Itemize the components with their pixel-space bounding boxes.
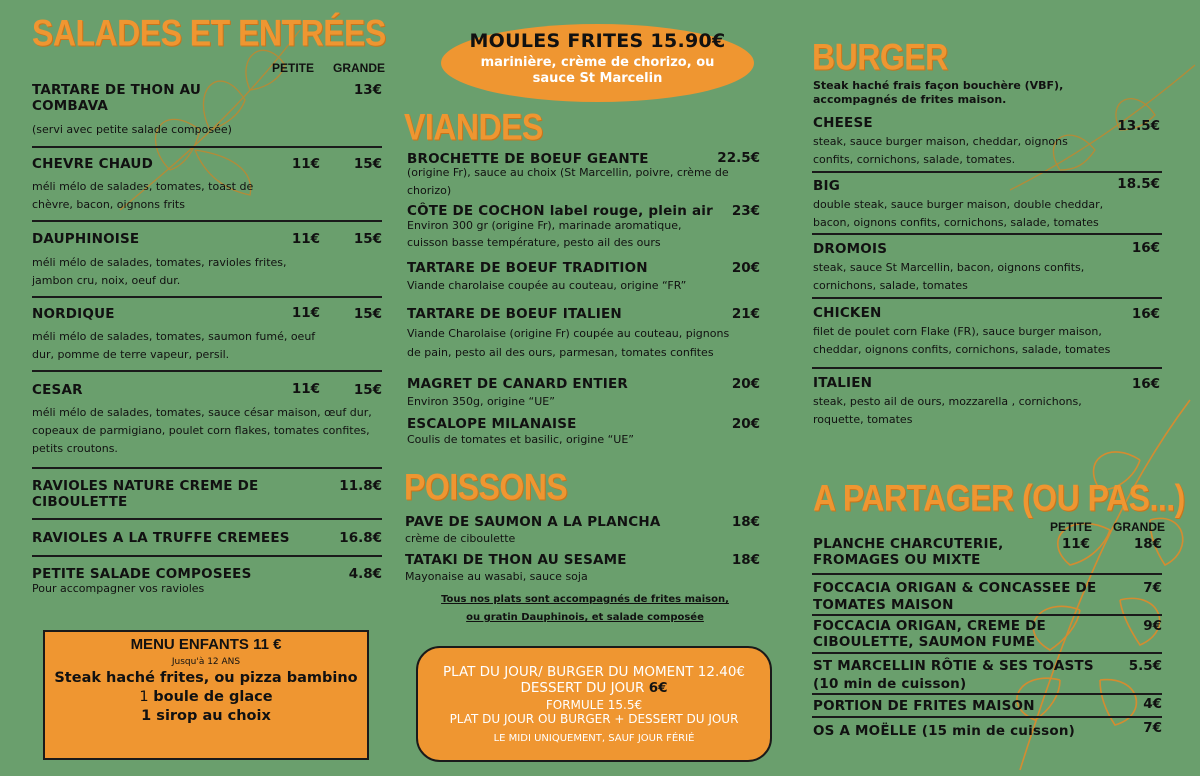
menu-item-name: CESAR (32, 382, 83, 398)
divider (812, 716, 1162, 718)
menu-item-desc: bacon, oignons confits, cornichons, salade, tomates (813, 216, 1099, 229)
menu-item-desc: roquette, tomates (813, 413, 913, 426)
moules-sub1: marinière, crème de chorizo, ou (480, 55, 715, 70)
poissons-title: POISSONS (404, 466, 568, 508)
menu-item-desc: (servi avec petite salade composée) (32, 123, 232, 136)
menu-item-price: 13.5€ (1117, 118, 1160, 134)
menu-item-name: TOMATES MAISON (813, 597, 954, 613)
menu-item-price: 13€ (353, 82, 382, 98)
col-petite: PETITE (1050, 520, 1093, 534)
menu-item-name: DAUPHINOISE (32, 231, 140, 247)
plat-du-jour-line4: PLAT DU JOUR OU BURGER + DESSERT DU JOUR (449, 712, 739, 726)
menu-item-name: TARTARE DE BOEUF TRADITION (407, 260, 648, 276)
menu-item-desc: filet de poulet corn Flake (FR), sauce burger maison, (813, 325, 1102, 338)
moules-sub2: sauce St Marcelin (532, 71, 663, 86)
menu-item-desc: Mayonaise au wasabi, sauce soja (405, 570, 588, 583)
menu-item-desc: confits, cornichons, salade, tomates. (813, 153, 1016, 166)
menu-item-name: MAGRET DE CANARD ENTIER (407, 376, 628, 392)
menu-item-price: 15€ (353, 231, 382, 247)
menu-item-name: PAVE DE SAUMON A LA PLANCHA (405, 514, 661, 530)
divider (812, 652, 1162, 654)
menu-item-price: 11.8€ (339, 478, 382, 494)
menu-item-name: FOCCACIA ORIGAN & CONCASSEE DE (813, 580, 1097, 596)
menu-item-desc: steak, pesto ail de ours, mozzarella , cornichons, (813, 395, 1082, 408)
menu-item-price: 18€ (1133, 536, 1162, 552)
menu-item-desc: cornichons, salade, tomates (813, 279, 968, 292)
menu-enfants-line2-text: boule de glace (153, 689, 273, 705)
partager-title: A PARTAGER (OU PAS...) (813, 477, 1185, 519)
menu-item-desc: crème de ciboulette (405, 532, 516, 545)
menu-item-name: PETITE SALADE COMPOSEES (32, 566, 252, 582)
menu-item-name: FOCCACIA ORIGAN, CREME DE (813, 618, 1046, 634)
menu-enfants-line2-num: 1 (139, 689, 154, 705)
menu-item-price: 4€ (1143, 696, 1162, 712)
menu-item-price: 5.5€ (1128, 658, 1162, 674)
col-grande: GRANDE (333, 61, 386, 75)
plat-du-jour-line2 (418, 680, 770, 696)
divider (32, 370, 382, 372)
menu-item-name: (10 min de cuisson) (813, 676, 967, 692)
menu-item-name: CÔTE DE COCHON label rouge, plein air (407, 203, 713, 219)
menu-item-desc: cuisson basse température, pesto ail des ours (407, 236, 661, 249)
menu-item-price-small: 11€ (291, 381, 320, 397)
menu-item-name: PORTION DE FRITES MAISON (813, 698, 1035, 714)
divider (812, 233, 1162, 235)
menu-item-name: FROMAGES OU MIXTE (813, 552, 981, 568)
menu-item-price: 18€ (731, 514, 760, 530)
divider (812, 614, 1162, 616)
plat-du-jour-box (416, 646, 772, 762)
menu-item-price: 20€ (731, 376, 760, 392)
menu-item-desc: (origine Fr), sauce au choix (St Marcellin, poivre, crème de (407, 166, 729, 179)
divider (32, 467, 382, 469)
divider (32, 555, 382, 557)
menu-item-price: 22.5€ (717, 150, 760, 166)
salades-title: SALADES ET ENTRÉES (32, 12, 386, 54)
menu-enfants-box (43, 630, 369, 760)
menu-item-desc: Pour accompagner vos ravioles (32, 582, 205, 595)
menu-item-desc: chorizo) (407, 184, 452, 197)
menu-item-price-small: 11€ (291, 231, 320, 247)
menu-item-name: PLANCHE CHARCUTERIE, (813, 536, 1004, 552)
menu-item-desc: Environ 350g, origine “UE” (407, 395, 555, 408)
menu-item-name: CHEESE (813, 115, 873, 131)
menu-item-desc: Environ 300 gr (origine Fr), marinade aromatique, (407, 219, 682, 232)
menu-enfants-line2 (45, 689, 367, 705)
menu-enfants-line3: 1 sirop au choix (141, 708, 271, 724)
divider (32, 146, 382, 148)
col-petite: PETITE (272, 61, 315, 75)
menu-item-price: 7€ (1143, 720, 1162, 736)
moules-banner (441, 24, 754, 102)
menu-item-name: ST MARCELLIN RÔTIE & SES TOASTS (813, 658, 1094, 674)
menu-item-desc: steak, sauce St Marcellin, bacon, oignons confits, (813, 261, 1085, 274)
menu-item-name: RAVIOLES A LA TRUFFE CREMEES (32, 530, 290, 546)
menu-enfants-age: Jusqu'à 12 ANS (171, 657, 241, 667)
menu-item-name: CHEVRE CHAUD (32, 156, 153, 172)
menu-item-name: BIG (813, 178, 840, 194)
dessert-du-jour-price: 6€ (648, 680, 668, 696)
moules-title: MOULES FRITES 15.90€ (469, 30, 726, 52)
col-grande: GRANDE (1113, 520, 1166, 534)
menu-item-name: TATAKI DE THON AU SESAME (405, 552, 627, 568)
dessert-du-jour-text: DESSERT DU JOUR (520, 680, 649, 696)
menu-item-price: 15€ (353, 382, 382, 398)
burger-intro-2: accompagnés de frites maison. (813, 93, 1007, 106)
divider (32, 518, 382, 520)
menu-item-name: OS A MOËLLE (15 min de cuisson) (813, 723, 1076, 739)
menu-item-desc: Viande charolaise coupée au couteau, origine “FR” (407, 279, 687, 292)
accompaniment-note-1: Tous nos plats sont accompagnés de frites maison, (441, 594, 729, 605)
menu-item-desc: cheddar, oignons confits, cornichons, salade, tomates (813, 343, 1111, 356)
menu-item-price: 23€ (731, 203, 760, 219)
divider (32, 296, 382, 298)
menu-item-name: CHICKEN (813, 305, 882, 321)
menu-item-price: 20€ (731, 416, 760, 432)
menu-item-price: 18€ (731, 552, 760, 568)
menu-item-price: 15€ (353, 156, 382, 172)
menu-item-desc: méli mélo de salades, tomates, ravioles frites, jambon cru, noix, oeuf dur. (32, 256, 287, 287)
plat-du-jour-line5: LE MIDI UNIQUEMENT, SAUF JOUR FÉRIÉ (493, 733, 695, 744)
menu-enfants-line1: Steak haché frites, ou pizza bambino (54, 670, 358, 686)
plat-du-jour-line3: FORMULE 15.5€ (545, 698, 643, 712)
divider (812, 297, 1162, 299)
menu-item-desc: de pain, pesto ail des ours, parmesan, tomates confites (407, 346, 714, 359)
menu-item-price: 16€ (1131, 306, 1160, 322)
accompaniment-note-2: ou gratin Dauphinois, et salade composée (466, 612, 704, 623)
menu-item-price: 16€ (1131, 240, 1160, 256)
menu-item-price: 7€ (1143, 580, 1162, 596)
menu-item-price-small: 11€ (291, 305, 320, 321)
menu-item-price: 20€ (731, 260, 760, 276)
menu-item-price: 16.8€ (339, 530, 382, 546)
menu-item-desc: méli mélo de salades, tomates, saumon fumé, oeuf dur, pomme de terre vapeur, persil. (32, 330, 316, 361)
burger-title: BURGER (812, 36, 948, 78)
menu-item-name: DROMOIS (813, 241, 888, 257)
menu-item-name: ESCALOPE MILANAISE (407, 416, 577, 432)
menu-item-desc: double steak, sauce burger maison, double cheddar, (813, 198, 1104, 211)
menu-item-name: RAVIOLES NATURE CREME DE CIBOULETTE (32, 478, 259, 510)
menu-item-name: TARTARE DE THON AU COMBAVA (32, 82, 202, 114)
menu-item-price-small: 11€ (1061, 536, 1090, 552)
menu-item-name: BROCHETTE DE BOEUF GEANTE (407, 151, 649, 167)
menu-item-price: 4.8€ (348, 566, 382, 582)
menu-item-desc: méli mélo de salades, tomates, toast de chèvre, bacon, oignons frits (32, 180, 254, 211)
divider (812, 693, 1162, 695)
menu-item-desc: Viande Charolaise (origine Fr) coupée au couteau, pignons (407, 327, 730, 340)
menu-enfants-title: MENU ENFANTS 11 € (130, 636, 282, 653)
menu-item-desc: Coulis de tomates et basilic, origine “UE” (407, 433, 634, 446)
menu-item-name: CIBOULETTE, SAUMON FUME (813, 634, 1036, 650)
menu-item-desc: méli mélo de salades, tomates, sauce césar maison, œuf dur, copeaux de parmigiano, poulet corn flakes, tomates confites, petits croutons. (32, 406, 372, 455)
viandes-title: VIANDES (404, 106, 543, 148)
plat-du-jour-text: PLAT DU JOUR/ BURGER DU MOMENT 12.40€ (442, 664, 746, 680)
divider (812, 367, 1162, 369)
burger-intro-1: Steak haché frais façon bouchère (VBF), (813, 79, 1064, 92)
menu-item-desc: steak, sauce burger maison, cheddar, oignons (813, 135, 1068, 148)
menu-item-price: 9€ (1143, 618, 1162, 634)
plat-du-jour-line1 (418, 664, 770, 680)
menu-item-name: TARTARE DE BOEUF ITALIEN (407, 306, 622, 322)
menu-item-price-small: 11€ (291, 156, 320, 172)
menu-item-price: 21€ (731, 306, 760, 322)
menu-item-price: 18.5€ (1117, 176, 1160, 192)
menu-item-price: 16€ (1131, 376, 1160, 392)
divider (32, 220, 382, 222)
menu-item-name: ITALIEN (813, 375, 873, 391)
menu-item-price: 15€ (353, 306, 382, 322)
divider (812, 171, 1162, 173)
divider (812, 573, 1162, 575)
menu-item-name: NORDIQUE (32, 306, 115, 322)
